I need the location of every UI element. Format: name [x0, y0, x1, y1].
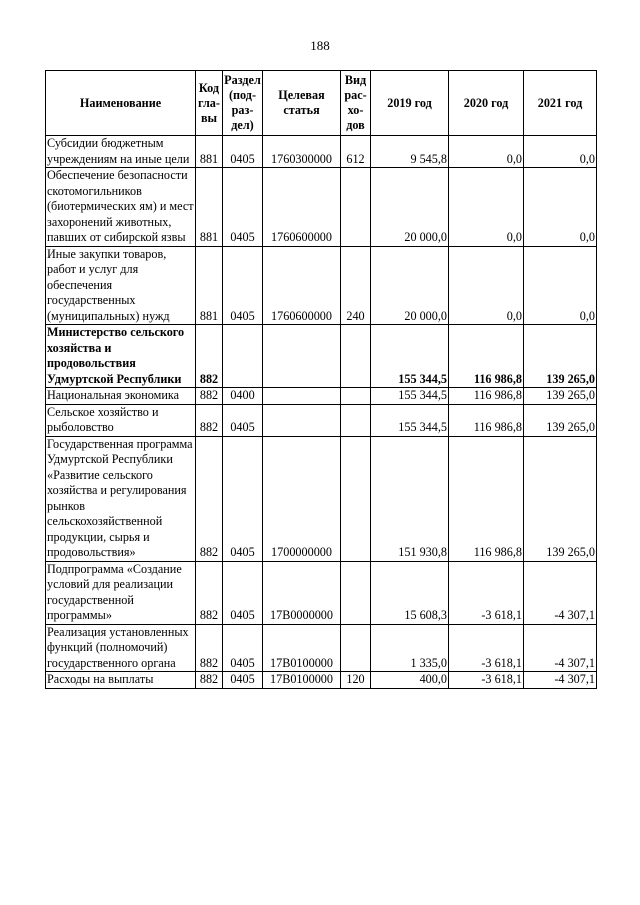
cell-cel [263, 325, 341, 388]
cell-y2020: 0,0 [449, 136, 524, 168]
table-row [46, 325, 597, 388]
col-header-kod-line: гла- [198, 95, 220, 110]
cell-vid [341, 436, 371, 561]
cell-cel: 17В0000000 [263, 561, 341, 624]
cell-y2021: 0,0 [524, 246, 597, 325]
cell-cel [263, 404, 341, 436]
cell-name: Реализация установленных функций (полномочий) государственного органа [46, 624, 196, 672]
cell-name: Национальная экономика [46, 388, 196, 405]
col-header-kod [196, 71, 223, 136]
col-header-razdel-line: дел) [231, 118, 254, 132]
col-header-2019: 2019 год [371, 71, 449, 136]
table-row [46, 404, 597, 436]
cell-y2021: 139 265,0 [524, 404, 597, 436]
cell-vid [341, 561, 371, 624]
cell-cel: 1700000000 [263, 436, 341, 561]
cell-kod: 882 [196, 388, 223, 405]
cell-cel: 1760600000 [263, 246, 341, 325]
cell-razdel: 0405 [223, 246, 263, 325]
col-header-razdel [223, 71, 263, 136]
col-header-vid [341, 71, 371, 136]
cell-name: Государственная программа Удмуртской Республики «Развитие сельского хозяйства и регулирования рынков сельскохозяйственной продукции, сырья и продовольствия» [46, 436, 196, 561]
col-header-vid-line: Вид [344, 73, 367, 87]
col-header-cel-line: Целевая [278, 88, 325, 102]
cell-vid [341, 168, 371, 247]
col-header-cel-line: статья [283, 103, 320, 117]
table-row [46, 561, 597, 624]
cell-kod: 882 [196, 325, 223, 388]
cell-name: Субсидии бюджетным учреждениям на иные цели [46, 136, 196, 168]
cell-y2020: 116 986,8 [449, 404, 524, 436]
cell-vid: 240 [341, 246, 371, 325]
table-row [46, 624, 597, 672]
cell-razdel: 0400 [223, 388, 263, 405]
cell-vid: 120 [341, 672, 371, 689]
table-row [46, 136, 597, 168]
cell-y2019: 9 545,8 [371, 136, 449, 168]
col-header-vid-line: хо- [347, 103, 364, 117]
cell-y2020: 0,0 [449, 168, 524, 247]
cell-y2021: -4 307,1 [524, 672, 597, 689]
col-header-razdel-line: (под- [228, 88, 257, 102]
cell-y2021: -4 307,1 [524, 561, 597, 624]
col-header-razdel-line: раз- [231, 103, 254, 117]
col-header-2021: 2021 год [524, 71, 597, 136]
cell-vid [341, 325, 371, 388]
cell-y2019: 20 000,0 [371, 168, 449, 247]
cell-razdel: 0405 [223, 561, 263, 624]
table-row [46, 388, 597, 405]
cell-kod: 881 [196, 246, 223, 325]
cell-y2020: 0,0 [449, 246, 524, 325]
cell-y2021: -4 307,1 [524, 624, 597, 672]
table-body [46, 136, 597, 689]
cell-name: Расходы на выплаты [46, 672, 196, 689]
cell-y2019: 15 608,3 [371, 561, 449, 624]
cell-y2019: 20 000,0 [371, 246, 449, 325]
cell-cel: 1760600000 [263, 168, 341, 247]
cell-y2020: -3 618,1 [449, 672, 524, 689]
cell-razdel: 0405 [223, 436, 263, 561]
table-row [46, 246, 597, 325]
cell-y2021: 139 265,0 [524, 388, 597, 405]
cell-vid [341, 404, 371, 436]
cell-y2021: 0,0 [524, 168, 597, 247]
cell-y2021: 0,0 [524, 136, 597, 168]
cell-name: Министерство сельского хозяйства и продовольствия Удмуртской Республики [46, 325, 196, 388]
table-row [46, 672, 597, 689]
cell-vid: 612 [341, 136, 371, 168]
cell-kod: 882 [196, 404, 223, 436]
cell-y2019: 155 344,5 [371, 388, 449, 405]
cell-kod: 882 [196, 561, 223, 624]
cell-y2020: 116 986,8 [449, 388, 524, 405]
cell-y2019: 155 344,5 [371, 325, 449, 388]
table-row [46, 168, 597, 247]
cell-y2019: 1 335,0 [371, 624, 449, 672]
cell-vid [341, 388, 371, 405]
cell-name: Подпрограмма «Создание условий для реализации государственной программы» [46, 561, 196, 624]
cell-name: Иные закупки товаров, работ и услуг для обеспечения государственных (муниципальных) нужд [46, 246, 196, 325]
cell-cel: 17В0100000 [263, 672, 341, 689]
cell-razdel: 0405 [223, 404, 263, 436]
page-number: 188 [310, 38, 330, 53]
cell-y2019: 400,0 [371, 672, 449, 689]
cell-y2020: 116 986,8 [449, 436, 524, 561]
col-header-kod-line: Код [198, 80, 220, 95]
cell-y2021: 139 265,0 [524, 325, 597, 388]
cell-kod: 881 [196, 136, 223, 168]
header-row [46, 71, 597, 136]
cell-y2020: 116 986,8 [449, 325, 524, 388]
cell-name: Обеспечение безопасности скотомогильников (биотермических ям) и мест захоронений животных, павших от сибирской язвы [47, 168, 194, 244]
cell-vid [341, 624, 371, 672]
col-header-kod-line: вы [200, 110, 218, 125]
cell-cel: 17В0100000 [263, 624, 341, 672]
cell-y2021: 139 265,0 [524, 436, 597, 561]
cell-y2019: 155 344,5 [371, 404, 449, 436]
cell-razdel [223, 325, 263, 388]
cell-razdel: 0405 [223, 168, 263, 247]
col-header-2020: 2020 год [449, 71, 524, 136]
cell-kod: 882 [196, 672, 223, 689]
col-header-cel [263, 71, 341, 136]
cell-cel [263, 388, 341, 405]
col-header-name: Наименование [46, 71, 196, 136]
cell-y2019: 151 930,8 [371, 436, 449, 561]
cell-cel: 1760300000 [263, 136, 341, 168]
cell-y2020: -3 618,1 [449, 624, 524, 672]
cell-y2020: -3 618,1 [449, 561, 524, 624]
cell-kod: 881 [196, 168, 223, 247]
cell-name: Сельское хозяйство и рыболовство [46, 404, 196, 436]
col-header-vid-line: дов [346, 118, 365, 132]
table-row [46, 436, 597, 561]
cell-kod: 882 [196, 624, 223, 672]
budget-table [45, 70, 597, 689]
col-header-razdel-line: Раздел [224, 73, 261, 87]
cell-kod: 882 [196, 436, 223, 561]
cell-razdel: 0405 [223, 672, 263, 689]
cell-razdel: 0405 [223, 624, 263, 672]
cell-razdel: 0405 [223, 136, 263, 168]
col-header-vid-line: рас- [344, 88, 367, 102]
